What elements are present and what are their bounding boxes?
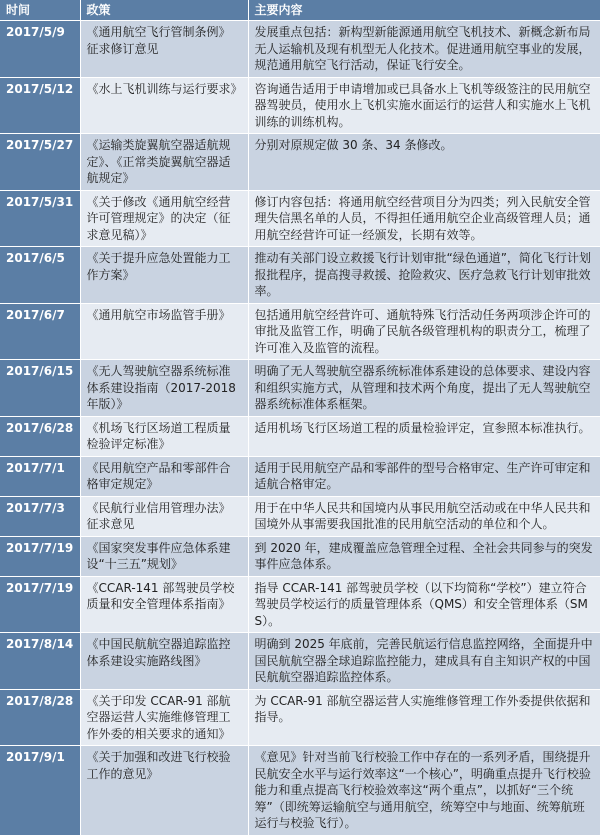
row-date: 2017/7/19 — [0, 576, 80, 633]
row-policy: 《机场飞行区场道工程质量检验评定标准》 — [80, 416, 248, 456]
table-row — [0, 360, 600, 417]
table-row — [0, 456, 600, 496]
row-policy: 《中国民航航空器追踪监控体系建设实施路线图》 — [80, 633, 248, 690]
row-date: 2017/7/3 — [0, 496, 80, 536]
row-policy: 《通用航空飞行管制条例》征求修订意见 — [80, 21, 248, 78]
row-content: 适用于民用航空产品和零部件的型号合格审定、生产许可审定和适航合格审定。 — [248, 456, 600, 496]
row-content: 发展重点包括：新构型新能源通用航空飞机技术、新概念新布局无人运输机及现有机型无人化技术。促进通用航空事业的发展，规范通用航空飞行活动，保证飞行安全。 — [248, 21, 600, 78]
row-policy: 《关于提升应急处置能力工作方案》 — [80, 247, 248, 304]
row-policy: 《关于印发 CCAR-91 部航空器运营人实施维修管理工作外委的相关要求的通知》 — [80, 689, 248, 746]
row-content: 《意见》针对当前飞行校验工作中存在的一系列矛盾，围绕提升民航安全水平与运行效率这“一个核心”，明确重点提升飞行校验能力和重点提高飞行校验效率这“两个重点”，以抓好“三个统筹”（即统筹运输航空与通用航空，统筹空中与地面、统筹航班运行与校验飞行）。 — [248, 746, 600, 835]
row-date: 2017/5/31 — [0, 190, 80, 247]
table-header-row — [0, 0, 600, 21]
row-date: 2017/6/7 — [0, 303, 80, 360]
table-row — [0, 746, 600, 835]
row-content: 明确了无人驾驶航空器系统标准体系建设的总体要求、建设内容和组织实施方式，从管理和技术两个角度，提出了无人驾驶航空器系统标准体系框架。 — [248, 360, 600, 417]
row-date: 2017/6/5 — [0, 247, 80, 304]
table-row — [0, 576, 600, 633]
row-content: 用于在中华人民共和国境内从事民用航空活动或在中华人民共和国境外从事需要我国批准的民用航空活动的单位和个人。 — [248, 496, 600, 536]
table-row — [0, 190, 600, 247]
table-body — [0, 21, 600, 835]
row-content: 推动有关部门设立救援飞行计划审批“绿色通道”，简化飞行计划报批程序，提高搜寻救援、抢险救灾、医疗急救飞行计划审批效率。 — [248, 247, 600, 304]
row-date: 2017/7/1 — [0, 456, 80, 496]
header-content: 主要内容 — [248, 0, 600, 21]
table-row — [0, 536, 600, 576]
row-policy: 《民用航空产品和零部件合格审定规定》 — [80, 456, 248, 496]
table-row — [0, 247, 600, 304]
row-date: 2017/5/9 — [0, 21, 80, 78]
header-policy: 政策 — [80, 0, 248, 21]
row-date: 2017/7/19 — [0, 536, 80, 576]
row-policy: 《国家突发事件应急体系建设“十三五”规划》 — [80, 536, 248, 576]
table-row — [0, 416, 600, 456]
row-date: 2017/9/1 — [0, 746, 80, 835]
header-date: 时间 — [0, 0, 80, 21]
table-row — [0, 134, 600, 191]
table-row — [0, 689, 600, 746]
row-content: 明确到 2025 年底前，完善民航运行信息监控网络，全面提升中国民航航空器全球追踪监控能力，建成具有自主知识产权的中国民航航空器追踪监控体系。 — [248, 633, 600, 690]
row-content: 包括通用航空经营许可、通航特殊飞行活动任务两项涉企许可的审批及监管工作，明确了民航各级管理机构的职责分工，梳理了许可准入及监管的流程。 — [248, 303, 600, 360]
row-policy: 《CCAR-141 部驾驶员学校质量和安全管理体系指南》 — [80, 576, 248, 633]
row-policy: 《通用航空市场监管手册》 — [80, 303, 248, 360]
table-row — [0, 303, 600, 360]
table-row — [0, 77, 600, 134]
row-content: 为 CCAR-91 部航空器运营人实施维修管理工作外委提供依据和指导。 — [248, 689, 600, 746]
table-row — [0, 21, 600, 78]
row-content: 到 2020 年，建成覆盖应急管理全过程、全社会共同参与的突发事件应急体系。 — [248, 536, 600, 576]
row-policy: 《水上飞机训练与运行要求》 — [80, 77, 248, 134]
row-policy: 《无人驾驶航空器系统标准体系建设指南（2017-2018 年版）》 — [80, 360, 248, 417]
row-policy: 《关于加强和改进飞行校验工作的意见》 — [80, 746, 248, 835]
table-row — [0, 496, 600, 536]
row-policy: 《关于修改《通用航空经营许可管理规定》的决定（征求意见稿）》 — [80, 190, 248, 247]
row-date: 2017/8/14 — [0, 633, 80, 690]
row-content: 适用机场飞行区场道工程的质量检验评定，宣参照本标准执行。 — [248, 416, 600, 456]
row-policy: 《民航行业信用管理办法》征求意见 — [80, 496, 248, 536]
row-content: 分别对原规定做 30 条、34 条修改。 — [248, 134, 600, 191]
row-date: 2017/6/28 — [0, 416, 80, 456]
row-policy: 《运输类旋翼航空器适航规定》、《正常类旋翼航空器适航规定》 — [80, 134, 248, 191]
row-content: 咨询通告适用于申请增加或已具备水上飞机等级签注的民用航空器驾驶员，使用水上飞机实施水面运行的运营人和实施水上飞机训练的训练机构。 — [248, 77, 600, 134]
row-content: 指导 CCAR-141 部驾驶员学校（以下均简称“学校”）建立符合驾驶员学校运行的质量管理体系（QMS）和安全管理体系（SMS）。 — [248, 576, 600, 633]
row-date: 2017/6/15 — [0, 360, 80, 417]
row-date: 2017/5/27 — [0, 134, 80, 191]
row-date: 2017/5/12 — [0, 77, 80, 134]
row-content: 修订内容包括：将通用航空经营项目分为四类；列入民航安全管理失信黑名单的人员，不得担任通用航空企业高级管理人员；通用航空经营许可证一经颁发，长期有效等。 — [248, 190, 600, 247]
table-row — [0, 633, 600, 690]
row-date: 2017/8/28 — [0, 689, 80, 746]
